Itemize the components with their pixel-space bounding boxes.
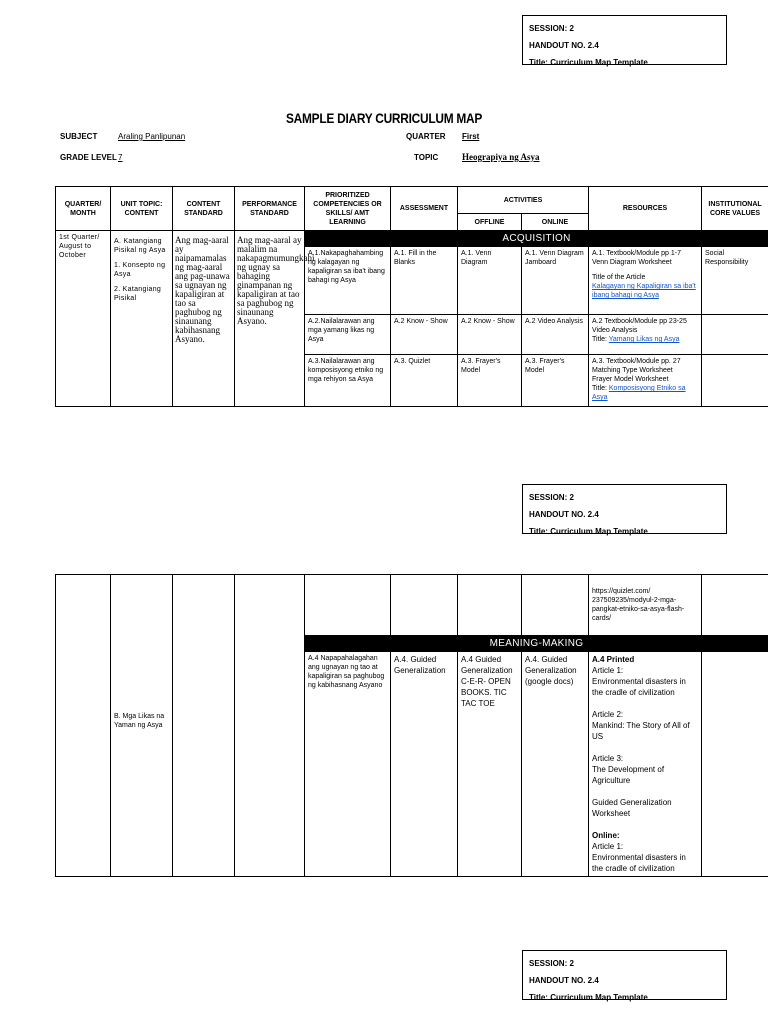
article-2-text: Mankind: The Story of All of US (592, 721, 690, 741)
handout-label-3: HANDOUT NO. 2.4 (529, 976, 599, 985)
resource-a1-article: Title of the Article (592, 274, 646, 281)
performance-standard-cell-2 (235, 575, 305, 877)
assessment-empty (391, 575, 458, 636)
core-values-a2 (702, 315, 768, 355)
unit-topic-cell (111, 231, 173, 407)
resource-a1-link[interactable]: Kalagayan ng Kapaligiran sa iba't ibang bahagi ng Asya (592, 283, 696, 299)
unit-2: 2. Katangiang Pisikal (114, 286, 162, 302)
header-unit: UNIT TOPIC: CONTENT (111, 187, 173, 231)
header-resources: RESOURCES (589, 187, 702, 231)
assessment-a1: A.1. Fill in the Blanks (391, 247, 458, 315)
unit-1: 1. Konsepto ng Asya (114, 262, 166, 278)
resource-a2-title (592, 335, 698, 344)
unit-a: A. Katangiang Pisikal ng Asya (114, 238, 166, 254)
online-a2: A.2 Video Analysis (522, 315, 589, 355)
resource-quizlet-url: https://quizlet.com/ 237509235/modyul-2-mga-pangkat-etniko-sa-asya-flash-cards/ (589, 575, 702, 636)
offline-a4: A.4 Guided Generalization C-E-R- OPEN BOOKS. TIC TAC TOE (458, 652, 522, 877)
grade-label: GRADE LEVEL (60, 153, 117, 162)
offline-a1: A.1. Venn Diagram (458, 247, 522, 315)
content-standard-cell-2 (173, 575, 235, 877)
printed-label: A.4 Printed (592, 655, 635, 664)
assessment-a3: A.3. Quizlet (391, 355, 458, 407)
core-values-empty (702, 575, 768, 636)
article-1-label: Article 1: (592, 666, 624, 675)
assessment-a2: A.2 Know - Show (391, 315, 458, 355)
performance-standard-cell: Ang mag-aaral ay malalim na nakapagmumungkahi ng ugnay sa bahaging ginampanan ng kapaligiran at tao sa paghubog ng sinaunang Asyano. (235, 231, 305, 407)
header-core-values: INSTITUTIONAL CORE VALUES (702, 187, 768, 231)
online-article-1-label: Article 1: (592, 842, 624, 851)
offline-a3: A.3. Frayer's Model (458, 355, 522, 407)
online-article-1-text: Environmental disasters in the cradle of civilization (592, 853, 686, 873)
article-2-label: Article 2: (592, 710, 624, 719)
header-assessment: ASSESSMENT (391, 187, 458, 231)
header-performance-standard: PERFORMANCE STANDARD (235, 187, 305, 231)
resources-a4 (589, 652, 702, 877)
resource-a3-title-label: Title: (592, 385, 607, 392)
worksheet-label: Guided Generalization Worksheet (592, 798, 672, 818)
content-standard-cell: Ang mag-aaral ay naipamamalas ng mag-aaral ang pag-unawa sa ugnayan ng kapaligiran at tao sa paghubog ng sinaunang kabihasnang Asyano. (173, 231, 235, 407)
session-box (522, 15, 727, 65)
article-1-text: Environmental disasters in the cradle of civilization (592, 677, 686, 697)
quarter-label: QUARTER (406, 132, 446, 141)
offline-a2: A.2 Know - Show (458, 315, 522, 355)
topic-label: TOPIC (414, 153, 439, 162)
online-a4: A.4. Guided Generalization (google docs) (522, 652, 589, 877)
competency-empty (305, 575, 391, 636)
quarter-value: First (462, 132, 480, 141)
resource-a3-title (592, 384, 698, 402)
resource-a3-frayer: Frayer Model Worksheet (592, 376, 669, 383)
session-label-2: SESSION: 2 (529, 493, 574, 502)
resources-a2 (589, 315, 702, 355)
resource-a2-video: Video Analysis (592, 327, 638, 334)
article-3-text: The Development of Agriculture (592, 765, 665, 785)
subject-label: SUBJECT (60, 132, 98, 141)
curriculum-table-continued (55, 574, 768, 877)
session-box-3 (522, 950, 727, 1000)
resource-a1-text: A.1. Textbook/Module pp 1-7 Venn Diagram Worksheet (592, 250, 681, 266)
competency-a4: A.4 Napapahalagahan ang ugnayan ng tao at kapaligiran sa paghubog ng kabihasnang Asyano (305, 652, 391, 877)
resource-a2-link[interactable]: Yamang Likas ng Asya (608, 336, 680, 343)
session-label: SESSION: 2 (529, 24, 574, 33)
competency-a1: A.1.Nakapaghahambing ng kalagayan ng kapaligiran sa iba't ibang bahagi ng Asya (305, 247, 391, 315)
band-acquisition: ACQUISITION (305, 231, 768, 247)
subject-value: Araling Panlipunan (118, 132, 186, 141)
session-box-2 (522, 484, 727, 534)
online-label: Online: (592, 831, 620, 840)
core-values-a1: Social Responsibility (702, 247, 768, 315)
resource-a2-text: A.2 Textbook/Module pp 23-25 (592, 318, 687, 325)
page-title: SAMPLE DIARY CURRICULUM MAP (286, 110, 483, 126)
online-a1: A.1. Venn Diagram Jamboard (522, 247, 589, 315)
curriculum-table (55, 186, 768, 407)
resource-a2-title-label: Title: (592, 336, 607, 343)
offline-empty (458, 575, 522, 636)
grade-value: 7 (118, 153, 123, 162)
header-content-standard: CONTENT STANDARD (173, 187, 235, 231)
resources-a1 (589, 247, 702, 315)
topic-value: Heograpiya ng Asya (462, 152, 540, 162)
header-quarter: QUARTER/ MONTH (56, 187, 111, 231)
unit-b-cell (111, 575, 173, 877)
online-a3: A.3. Frayer's Model (522, 355, 589, 407)
band-meaning-making: MEANING-MAKING (305, 636, 768, 652)
handout-label: HANDOUT NO. 2.4 (529, 41, 599, 50)
session-label-3: SESSION: 2 (529, 959, 574, 968)
handout-title-3: Title: Curriculum Map Template (529, 993, 648, 1002)
handout-title-2: Title: Curriculum Map Template (529, 527, 648, 536)
quarter-month-cell-2 (56, 575, 111, 877)
handout-title: Title: Curriculum Map Template (529, 58, 648, 67)
resource-a3-text: A.3. Textbook/Module pp. 27 (592, 358, 681, 365)
quarter-month-cell: 1st Quarter/ August to October (56, 231, 111, 407)
resource-a3-link[interactable]: Komposisyong Etniko sa Asya (592, 385, 686, 401)
competency-a2: A.2.Nailalarawan ang mga yamang likas ng Asya (305, 315, 391, 355)
competency-a3: A.3.Nailalarawan ang komposisyong etniko ng mga rehiyon sa Asya (305, 355, 391, 407)
online-empty (522, 575, 589, 636)
resource-a3-matching: Matching Type Worksheet (592, 367, 673, 374)
header-activities: ACTIVITIES (458, 187, 589, 214)
header-online: ONLINE (522, 214, 589, 231)
core-values-a3 (702, 355, 768, 407)
article-3-label: Article 3: (592, 754, 624, 763)
assessment-a4: A.4. Guided Generalization (391, 652, 458, 877)
header-offline: OFFLINE (458, 214, 522, 231)
header-competencies: PRIORITIZED COMPETENCIES OR SKILLS/ AMT LEARNING (305, 187, 391, 231)
resources-a3 (589, 355, 702, 407)
handout-label-2: HANDOUT NO. 2.4 (529, 510, 599, 519)
unit-b: B. Mga Likas na Yaman ng Asya (114, 712, 165, 729)
core-values-a4 (702, 652, 768, 877)
